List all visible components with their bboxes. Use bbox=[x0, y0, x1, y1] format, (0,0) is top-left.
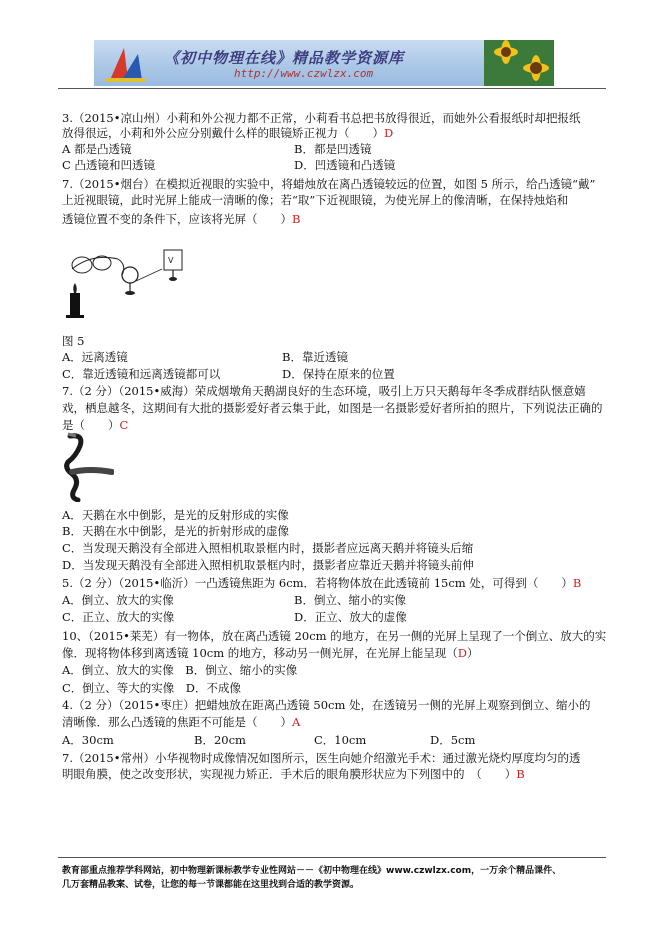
q1-answer: D bbox=[384, 126, 394, 140]
q3-option-b: B．天鹅在水中倒影，是光的折射形成的虚像 bbox=[62, 524, 289, 538]
svg-text:V: V bbox=[168, 256, 174, 265]
q7-answer: B bbox=[516, 767, 525, 781]
banner-url[interactable]: http://www.czwlzx.com bbox=[234, 67, 374, 80]
q1-stem-2: 放得很远，小莉和外公应分别戴什么样的眼镜矫正视力（ ）D bbox=[62, 126, 394, 140]
q6-stem-2: 清晰像．那么凸透镜的焦距不可能是（ ）A bbox=[62, 715, 301, 729]
q3-stem-3: 是（ ）C bbox=[62, 418, 129, 432]
q3-stem-1: 7.（2 分）（2015•威海）荣成烟墩角天鹅湖良好的生态环境，吸引上万只天鹅每年冬季成群结队惬意嬉 bbox=[62, 384, 586, 398]
q5-stem-1: 10、（2015•莱芜）有一物体，放在离凸透镜 20cm 的地方，在另一侧的光屏上呈现了一个倒立、放大的实 bbox=[62, 629, 607, 643]
sunflower-icon bbox=[484, 40, 554, 86]
q4-option-d: D．正立、放大的虚像 bbox=[294, 610, 407, 624]
q5-options-ab: A．倒立、放大的实像 B．倒立、缩小的实像 bbox=[62, 663, 298, 677]
q2-stem-2: 上近视眼镜，此时光屏上能成一清晰的像；若“取”下近视眼镜，为使光屏上的像清晰，在保持烛焰和 bbox=[62, 193, 569, 207]
q3-option-c: C．当发现天鹅没有全部进入照相机取景框内时，摄影者应远离天鹅并将镜头后缩 bbox=[62, 541, 474, 555]
q1-option-d: D．凹透镜和凸透镜 bbox=[294, 158, 396, 172]
q3-option-a: A．天鹅在水中倒影，是光的反射形成的实像 bbox=[62, 508, 289, 522]
q2-option-b: B．靠近透镜 bbox=[282, 350, 348, 364]
q1-option-b: B．都是凹透镜 bbox=[294, 142, 372, 156]
q2-stem-1: 7.（2015•烟台）在模拟近视眼的实验中，将蜡烛放在离凸透镜较远的位置，如图 5 所示，给凸透镜“戴” bbox=[62, 177, 596, 191]
q2-stem-3: 透镜位置不变的条件下，应该将光屏（ ）B bbox=[62, 212, 301, 226]
q5-stem-2: 像．现将物体移到离透镜 10cm 的地方，移动另一侧光屏，在光屏上能呈现（D） bbox=[62, 646, 479, 660]
footer-line-2: 几万套精品教案、试卷，让您的每一节课都能在这里找到合适的教学资源。 bbox=[62, 880, 360, 890]
footer-divider bbox=[58, 857, 606, 858]
q2-option-d: D．保持在原来的位置 bbox=[282, 367, 395, 381]
footer-line-1: 教育部重点推荐学科网站，初中物理新课标教学专业性网站－－《初中物理在线》www.czwlzx.com，一万余个精品课件、 bbox=[62, 866, 562, 876]
q4-option-b: B．倒立、缩小的实像 bbox=[294, 593, 406, 607]
q6-option-c: C．10cm bbox=[314, 733, 367, 747]
q5-answer: D bbox=[457, 646, 468, 660]
q2-answer: B bbox=[292, 212, 301, 226]
figure-5-label: 图 5 bbox=[62, 334, 85, 348]
q6-answer: A bbox=[292, 715, 301, 729]
q4-answer: B bbox=[572, 576, 582, 590]
header-divider bbox=[58, 88, 606, 89]
lens-experiment-figure bbox=[62, 245, 202, 325]
q1-stem-1: 3.（2015•凉山州）小莉和外公视力都不正常，小莉看书总把书放得很近，而她外公看报纸时却把报纸 bbox=[62, 111, 581, 125]
q7-stem-2: 明眼角膜，使之改变形状，实现视力矫正．手术后的眼角膜形状应为下列图中的 （ ）B bbox=[62, 767, 525, 781]
q6-option-d: D．5cm bbox=[430, 733, 476, 747]
q6-option-b: B．20cm bbox=[194, 733, 246, 747]
q3-stem-2: 戏，栖息越冬，这期间有大批的摄影爱好者云集于此，如图是一名摄影爱好者所拍的照片，下列说法正确的 bbox=[62, 401, 603, 415]
banner-title: 《初中物理在线》精品教学资源库 bbox=[164, 49, 405, 67]
q6-stem-1: 4.（2 分）（2015•枣庄）把蜡烛放在距离凸透镜 50cm 处，在透镜另一侧的光屏上观察到倒立、缩小的 bbox=[62, 698, 591, 712]
q6-option-a: A．30cm bbox=[62, 733, 114, 747]
q7-stem-1: 7.（2015•常州）小华视物时成像情况如图所示，医生向她介绍激光手术：通过激光烧灼厚度均匀的透 bbox=[62, 751, 581, 765]
swan-photo bbox=[62, 432, 114, 502]
q3-answer: C bbox=[119, 418, 129, 432]
q2-option-a: A．远离透镜 bbox=[62, 350, 128, 364]
q4-option-c: C．正立、放大的实像 bbox=[62, 610, 175, 624]
q2-option-c: C．靠近透镜和远离透镜都可以 bbox=[62, 367, 221, 381]
q5-options-cd: C．倒立、等大的实像 D．不成像 bbox=[62, 681, 242, 695]
header-banner bbox=[94, 40, 554, 86]
q1-option-a: A 都是凸透镜 bbox=[62, 142, 132, 156]
site-logo-icon bbox=[102, 40, 148, 86]
q3-option-d: D．当发现天鹅没有全部进入照相机取景框内时，摄影者应靠近天鹅并将镜头前伸 bbox=[62, 558, 474, 572]
q4-stem-1: 5.（2 分）（2015•临沂）一凸透镜焦距为 6cm．若将物体放在此透镜前 15cm 处，可得到（ ）B bbox=[62, 576, 582, 590]
q4-option-a: A．倒立、放大的实像 bbox=[62, 593, 174, 607]
q1-option-c: C 凸透镜和凹透镜 bbox=[62, 158, 155, 172]
